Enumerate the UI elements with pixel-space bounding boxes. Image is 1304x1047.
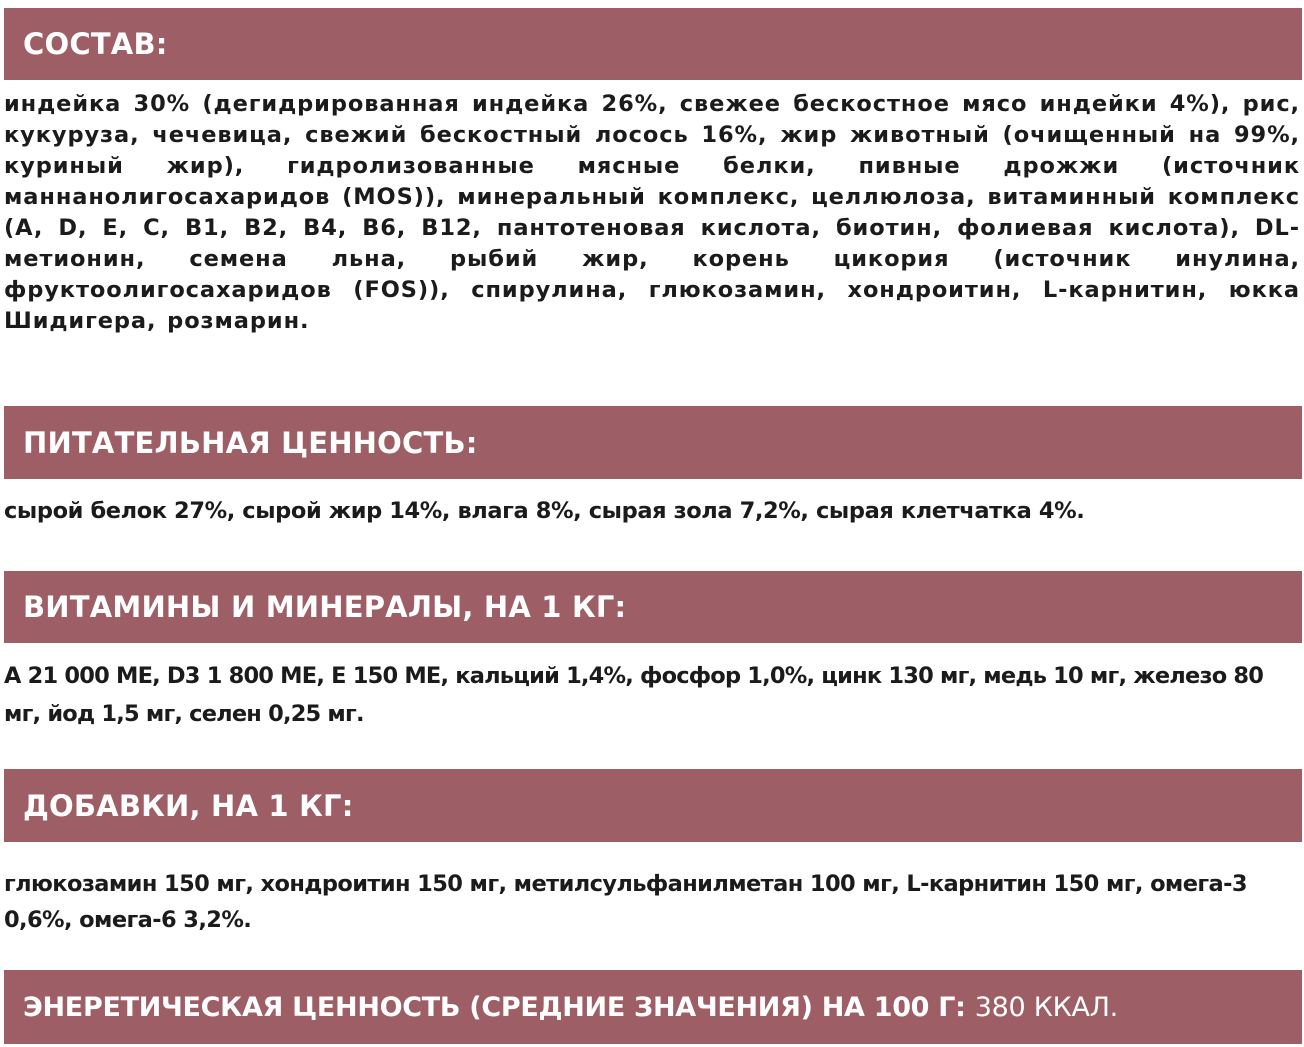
nutrition-title: ПИТАТЕЛЬНАЯ ЦЕННОСТЬ:: [23, 425, 478, 460]
additives-text: [4, 866, 1300, 938]
energy-title: ЭНЕРЕТИЧЕСКАЯ ЦЕННОСТЬ (СРЕДНИЕ ЗНАЧЕНИЯ) НА 100 Г:: [23, 991, 966, 1023]
composition-text: индейка 30% (дегидрированная индейка 26%, свежее бескостное мясо индейки 4%), рис, кукуруза, чечевица, свежий бескостный лосось 16%, жир животный (очищенный на 99%, куриный жир), гидролизованные мясные белки, пивные дрожжи (источник маннанолигосахаридов (MOS)), минеральный комплекс, целлюлоза, витаминный комплекс (A, D, E, C, B1, B2, B4, B6, B12, пантотеновая кислота, биотин, фолиевая кислота), DL-метионин, семена льна, рыбий жир, корень цикория (источник инулина, фруктоолигосахаридов (FOS)), спирулина, глюкозамин, хондроитин, L-карнитин, юкка Шидигера, розмарин.: [4, 91, 1300, 334]
vitamins-header: [4, 571, 1302, 643]
additives-line-1: глюкозамин 150 мг, хондроитин 150 мг, метилсульфанилметан 100 мг, L-карнитин 150 мг, омега-3: [4, 871, 1247, 897]
vitamins-line-1: A 21 000 МЕ, D3 1 800 МЕ, E 150 МЕ, кальций 1,4%, фосфор 1,0%, цинк 130 мг, медь 10 мг, железо 80: [4, 663, 1264, 689]
vitamins-title: ВИТАМИНЫ И МИНЕРАЛЫ, НА 1 КГ:: [23, 590, 627, 624]
vitamins-text: [4, 657, 1300, 733]
energy-value: 380 ККАЛ.: [974, 991, 1118, 1023]
additives-header: [4, 769, 1302, 842]
vitamins-line-2: мг, йод 1,5 мг, селен 0,25 мг.: [4, 701, 364, 727]
additives-line-2: 0,6%, омега-6 3,2%.: [4, 907, 252, 933]
nutrition-text: сырой белок 27%, сырой жир 14%, влага 8%, сырая зола 7,2%, сырая клетчатка 4%.: [4, 498, 1085, 524]
energy-header: [4, 970, 1302, 1044]
composition-header: [4, 8, 1302, 80]
additives-title: ДОБАВКИ, НА 1 КГ:: [23, 788, 354, 823]
nutrition-header: [4, 406, 1302, 479]
composition-title: СОСТАВ:: [23, 27, 168, 61]
